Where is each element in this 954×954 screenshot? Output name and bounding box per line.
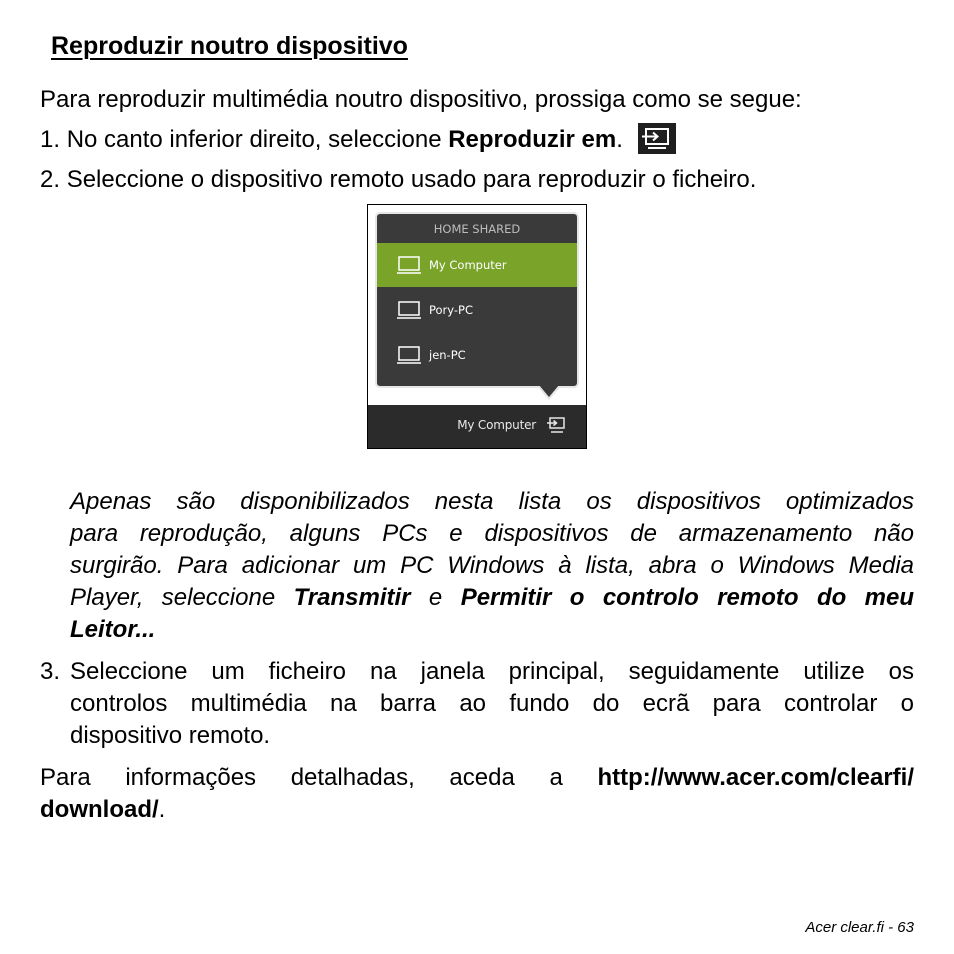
play-to-icon[interactable]: [546, 417, 566, 435]
current-device-label: My Computer: [457, 418, 536, 432]
page-footer: Acer clear.fi - 63: [805, 919, 914, 936]
step-3-line: controlos multimédia na barra ao fundo do ecrã para controlar o: [70, 690, 914, 717]
step-2: [40, 164, 756, 196]
device-label: Pory-PC: [429, 303, 474, 317]
more-info-period: .: [158, 796, 166, 823]
page-title: Reproduzir noutro dispositivo: [51, 32, 408, 60]
note-line: para reprodução, alguns PCs e dispositivos de armazenamento não: [70, 520, 914, 547]
note-text: Player, seleccione: [70, 584, 276, 611]
step-2-text: Seleccione o dispositivo remoto usado para reproduzir o ficheiro.: [66, 166, 757, 193]
note-bold-permitir: Permitir o controlo remoto do meu: [460, 584, 915, 611]
note-line: [70, 582, 914, 614]
laptop-icon: [396, 301, 422, 320]
step-1-number: 1.: [40, 126, 61, 153]
step-1-text: No canto inferior direito, seleccione: [66, 126, 442, 153]
popup-pointer-fill: [539, 385, 559, 397]
more-info-line: [40, 762, 914, 794]
play-to-screenshot: [367, 204, 587, 449]
step-3: [70, 656, 914, 752]
note-bold-transmitir: Transmitir: [293, 584, 411, 611]
device-popup: [375, 212, 579, 388]
device-label: My Computer: [429, 258, 507, 272]
note-line: surgirão. Para adicionar um PC Windows à lista, abra o Windows Media: [70, 552, 914, 579]
more-info-text: Para informações detalhadas, aceda a: [40, 764, 563, 791]
step-1-period: .: [616, 126, 623, 153]
step-1: [40, 124, 676, 156]
note-text: e: [428, 584, 443, 611]
note-line: [70, 614, 914, 646]
acer-link[interactable]: http://www.acer.com/clearfi/: [597, 764, 914, 791]
step-3-line: Seleccione um ficheiro na janela principal, seguidamente utilize os: [70, 658, 914, 685]
device-label: jen-PC: [429, 348, 466, 362]
laptop-icon: [396, 346, 422, 365]
note-paragraph: [70, 486, 914, 646]
laptop-icon: [396, 256, 422, 275]
device-item-pory-pc[interactable]: [377, 288, 577, 332]
device-item-jen-pc[interactable]: [377, 333, 577, 377]
note-bold-leitor: Leitor...: [70, 616, 156, 643]
step-3-line: dispositivo remoto.: [70, 722, 271, 749]
play-to-bar[interactable]: [368, 405, 586, 448]
step-2-number: 2.: [40, 166, 61, 193]
step-3-number: 3.: [40, 658, 61, 685]
acer-link-continued[interactable]: download/: [40, 796, 159, 823]
device-item-my-computer[interactable]: [377, 243, 577, 287]
note-line: Apenas são disponibilizados nesta lista os dispositivos optimizados: [70, 488, 914, 515]
play-to-icon: [638, 123, 676, 154]
step-1-bold: Reproduzir em: [448, 126, 617, 153]
popup-header: HOME SHARED: [433, 222, 521, 236]
more-info-paragraph: [40, 762, 914, 826]
more-info-line: [40, 794, 914, 826]
intro-paragraph: Para reproduzir multimédia noutro dispositivo, prossiga como se segue:: [40, 86, 802, 113]
